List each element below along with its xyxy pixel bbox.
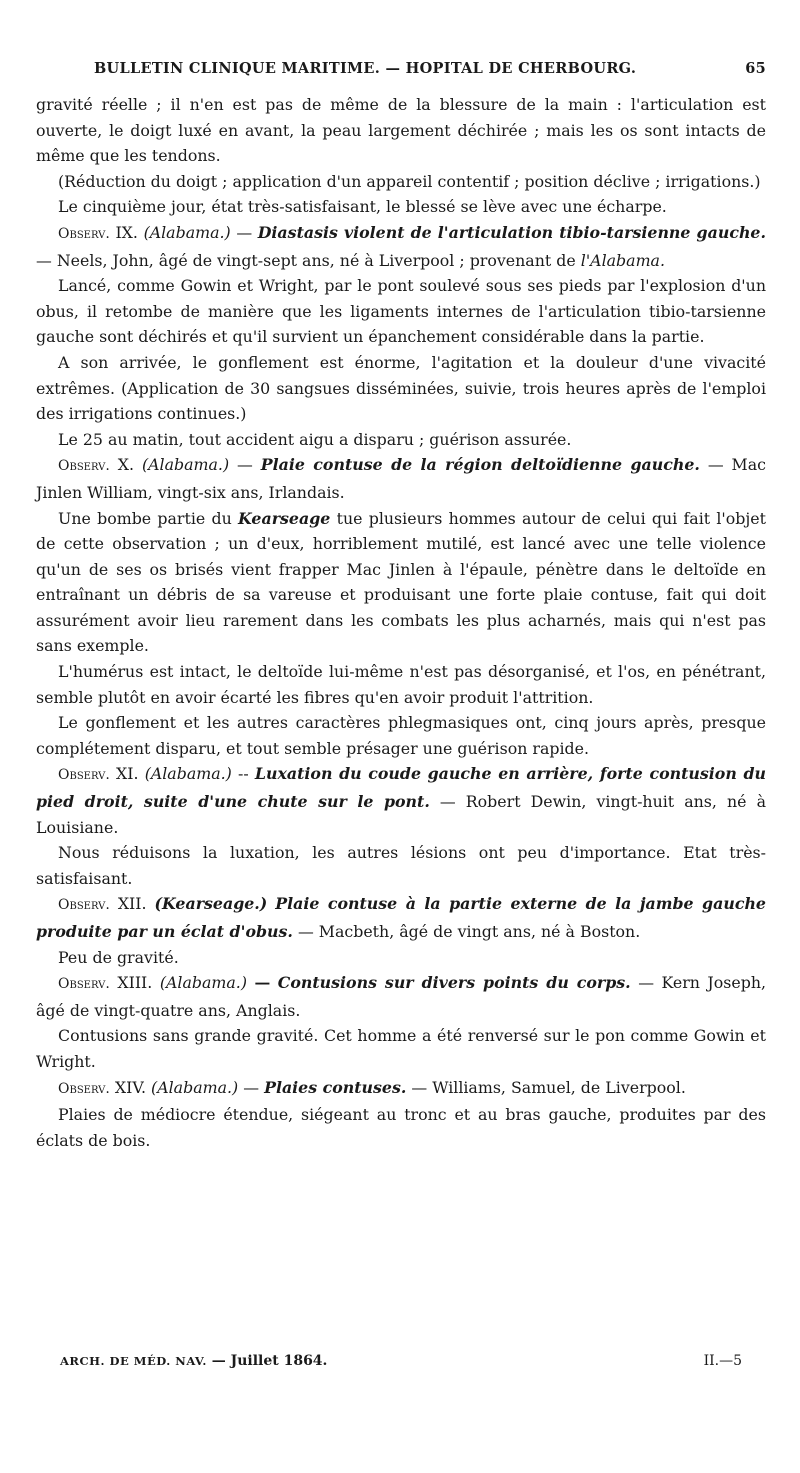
- page: [36, 60, 766, 1153]
- paragraph: Le gonflement et les autres caractères phlegmasiques ont, cinq jours après, presque complétement disparu, et tout semble présager une guérison rapide.: [36, 713, 766, 758]
- observation-xiii: Observ. XIII. (Alabama.) — Contusions sur divers points du corps. — Kern Joseph, âgé de vingt-quatre ans, Anglais.: [36, 973, 767, 1020]
- paragraph: Le cinquième jour, état très-satisfaisant, le blessé se lève avec une écharpe.: [58, 197, 667, 217]
- observation-title: Contusions sur divers points du corps.: [277, 973, 631, 993]
- observation-title: Plaies contuses.: [264, 1077, 407, 1097]
- paragraph: Contusions sans grande gravité. Cet homme a été renversé sur le pon comme Gowin et Wright.: [36, 1026, 766, 1071]
- running-head: [36, 60, 766, 92]
- observation-title: Diastasis violent de l'articulation tibio-tarsienne gauche.: [257, 222, 766, 242]
- paragraph: Lancé, comme Gowin et Wright, par le pont soulevé sous ses pieds par l'explosion d'un obus, il retombe de manière que les ligaments internes de l'articulation tibio-tarsienne gauche sont déchirés et qu'il survient un épanchement considérable dans la partie.: [36, 276, 766, 347]
- page-number: 65: [745, 60, 766, 77]
- paragraph: Une bombe partie du Kearseage tue plusieurs hommes autour de celui qui fait l'objet de cette observation ; un d'eux, horriblement mutilé, est lancé avec une telle violence qu'un de ses os brisés vient frapper Mac Jinlen à l'épaule, pénètre dans le deltoïde en entraînant un débris de sa vareuse et produisant une forte plaie contuse, fait qui doit assurément avoir lieu rarement dans les combats les plus acharnés, mais qui n'est pas sans exemple.: [36, 508, 766, 656]
- observation-title: Plaie contuse à la partie externe de la jambe gauche produite par un éclat d'obus.: [36, 894, 766, 941]
- observation-ix: Observ. IX. (Alabama.) — Diastasis violent de l'articulation tibio-tarsienne gauche. — Neels, John, âgé de vingt-sept ans, né à Liverpool ; provenant de l'Alabama.: [36, 222, 766, 270]
- body-text: [36, 92, 766, 1153]
- observation-xi: Observ. XI. (Alabama.) -- Luxation du coude gauche en arrière, forte contusion du pied droit, suite d'une chute sur le pont. — Robert Dewin, vingt-huit ans, né à Louisiane.: [36, 764, 767, 837]
- paragraph: Le 25 au matin, tout accident aigu a disparu ; guérison assurée.: [58, 429, 572, 449]
- observation-xii: Observ. XII. (Kearseage.) Plaie contuse à la partie externe de la jambe gauche produite par un éclat d'obus. — Macbeth, âgé de vingt ans, né à Boston.: [36, 894, 766, 941]
- paragraph: gravité réelle ; il n'en est pas de même de la blessure de la main : l'articulation est ouverte, le doigt luxé en avant, la peau largement déchirée ; mais les os sont intacts de même que les tendons.: [36, 95, 766, 166]
- observation-xiv: Observ. XIV. (Alabama.) — Plaies contuses. — Williams, Samuel, de Liverpool.: [58, 1077, 686, 1097]
- journal-signature: ARCH. DE MÉD. NAV. — Juillet 1864.: [60, 1353, 328, 1369]
- observation-title: Plaie contuse de la région deltoïdienne gauche.: [260, 455, 700, 475]
- paragraph: L'humérus est intact, le deltoïde lui-même n'est pas désorganisé, et l'os, en pénétrant, semble plutôt en avoir écarté les fibres qu'en avoir produit l'attrition.: [36, 662, 766, 707]
- paragraph: (Réduction du doigt ; application d'un appareil contentif ; position déclive ; irrigations.): [58, 171, 761, 191]
- paragraph: Nous réduisons la luxation, les autres lésions ont peu d'importance. Etat très-satisfaisant.: [36, 843, 766, 888]
- paragraph: Peu de gravité.: [58, 947, 179, 967]
- paragraph: A son arrivée, le gonflement est énorme, l'agitation et la douleur d'une vivacité extrêmes. (Application de 30 sangsues disséminées, suivie, trois heures après de l'emploi des irrigations continues.): [36, 352, 766, 424]
- sheet-signature: II.—5: [703, 1353, 742, 1369]
- page-footer: [36, 1353, 766, 1369]
- observation-x: Observ. X. (Alabama.) — Plaie contuse de la région deltoïdienne gauche. — Mac Jinlen William, vingt-six ans, Irlandais.: [36, 455, 766, 502]
- running-title: BULLETIN CLINIQUE MARITIME. — HOPITAL DE CHERBOURG.: [94, 60, 637, 77]
- paragraph: Plaies de médiocre étendue, siégeant au tronc et au bras gauche, produites par des éclats de bois.: [36, 1105, 766, 1150]
- observation-title: Luxation du coude gauche en arrière, forte contusion du pied droit, suite d'une chute sur le pont.: [36, 764, 766, 812]
